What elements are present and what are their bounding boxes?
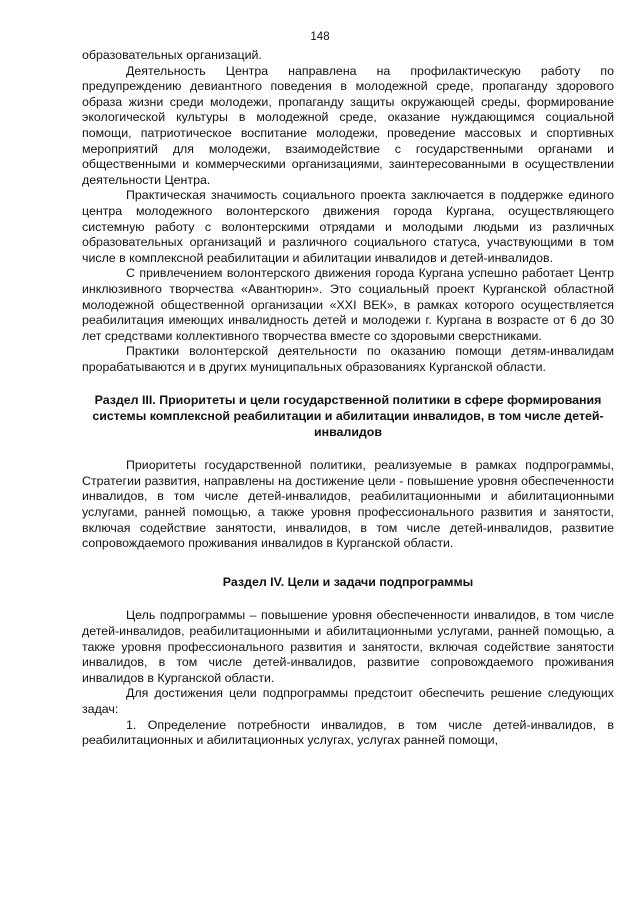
paragraph: 1. Определение потребности инвалидов, в том числе детей-инвалидов, в реабилитационных и абилитационных услугах, услугах ранней помощи, [82, 717, 614, 748]
paragraph: Практики волонтерской деятельности по оказанию помощи детям-инвалидам прорабатываются и в других муниципальных образованиях Курганской области. [82, 344, 614, 374]
paragraph: Практическая значимость социального проекта заключается в поддержке единого центра молодежного волонтерского движения города Кургана, осуществляющего системную работу с волонтерскими отрядами и молодыми людьми из различных образовательных организаций и различного социального статуса, участвующими в том числе в комплексной реабилитации и абилитации инвалидов и детей-инвалидов. [82, 188, 614, 265]
page-number: 148 [310, 31, 330, 43]
paragraph: С привлечением волонтерского движения города Кургана успешно работает Центр инклюзивного творчества «Авантюрин». Это социальный проект Курганской областной молодежной общественной организации «XXI ВЕК», в рамках которого осуществляется реабилитация имеющих инвалидность детей и молодежи г. Кургана в возрасте от 6 до 30 лет средствами коллективного творчества вместе со здоровыми сверстниками. [82, 266, 614, 343]
page-body [82, 48, 614, 749]
paragraph: Деятельность Центра направлена на профилактическую работу по предупреждению девиантного поведения в молодежной среде, пропаганду здорового образа жизни среди молодежи, пропаганду защиты окружающей среды, формирование экологической культуры в молодежной среде, оказание нуждающимся социальной помощи, патриотическое воспитание молодежи, проведение массовых и спортивных мероприятий для молодежи, взаимодействие с государственными органами и общественными и коммерческими организациями, заинтересованными в осуществлении деятельности Центра. [82, 63, 614, 187]
section-3-heading: Раздел III. Приоритеты и цели государственной политики в сфере формирования системы комплексной реабилитации и абилитации инвалидов, в том числе детей-инвалидов [92, 393, 604, 439]
paragraph: Приоритеты государственной политики, реализуемые в рамках подпрограммы, Стратегии развития, направлены на достижение цели - повышение уровня обеспеченности инвалидов, в том числе детей-инвалидов, реабилитационными и абилитационными услугами, ранней помощью, а также уровня профессионального развития и занятости, включая содействие занятости, инвалидов, в том числе детей-инвалидов, развитие сопровождаемого проживания инвалидов в Курганской области. [82, 458, 614, 551]
paragraph: образовательных организаций. [82, 48, 262, 62]
paragraph: Цель подпрограммы – повышение уровня обеспеченности инвалидов, в том числе детей-инвалидов, реабилитационными и абилитационными услугами, ранней помощью, а также уровня профессионального развития и занятости, включая содействие занятости инвалидов, в том числе детей-инвалидов, развитие сопровождаемого проживания инвалидов в Курганской области. [82, 608, 614, 685]
paragraph: Для достижения цели подпрограммы предстоит обеспечить решение следующих задач: [82, 686, 614, 716]
section-4-heading: Раздел IV. Цели и задачи подпрограммы [222, 574, 474, 589]
